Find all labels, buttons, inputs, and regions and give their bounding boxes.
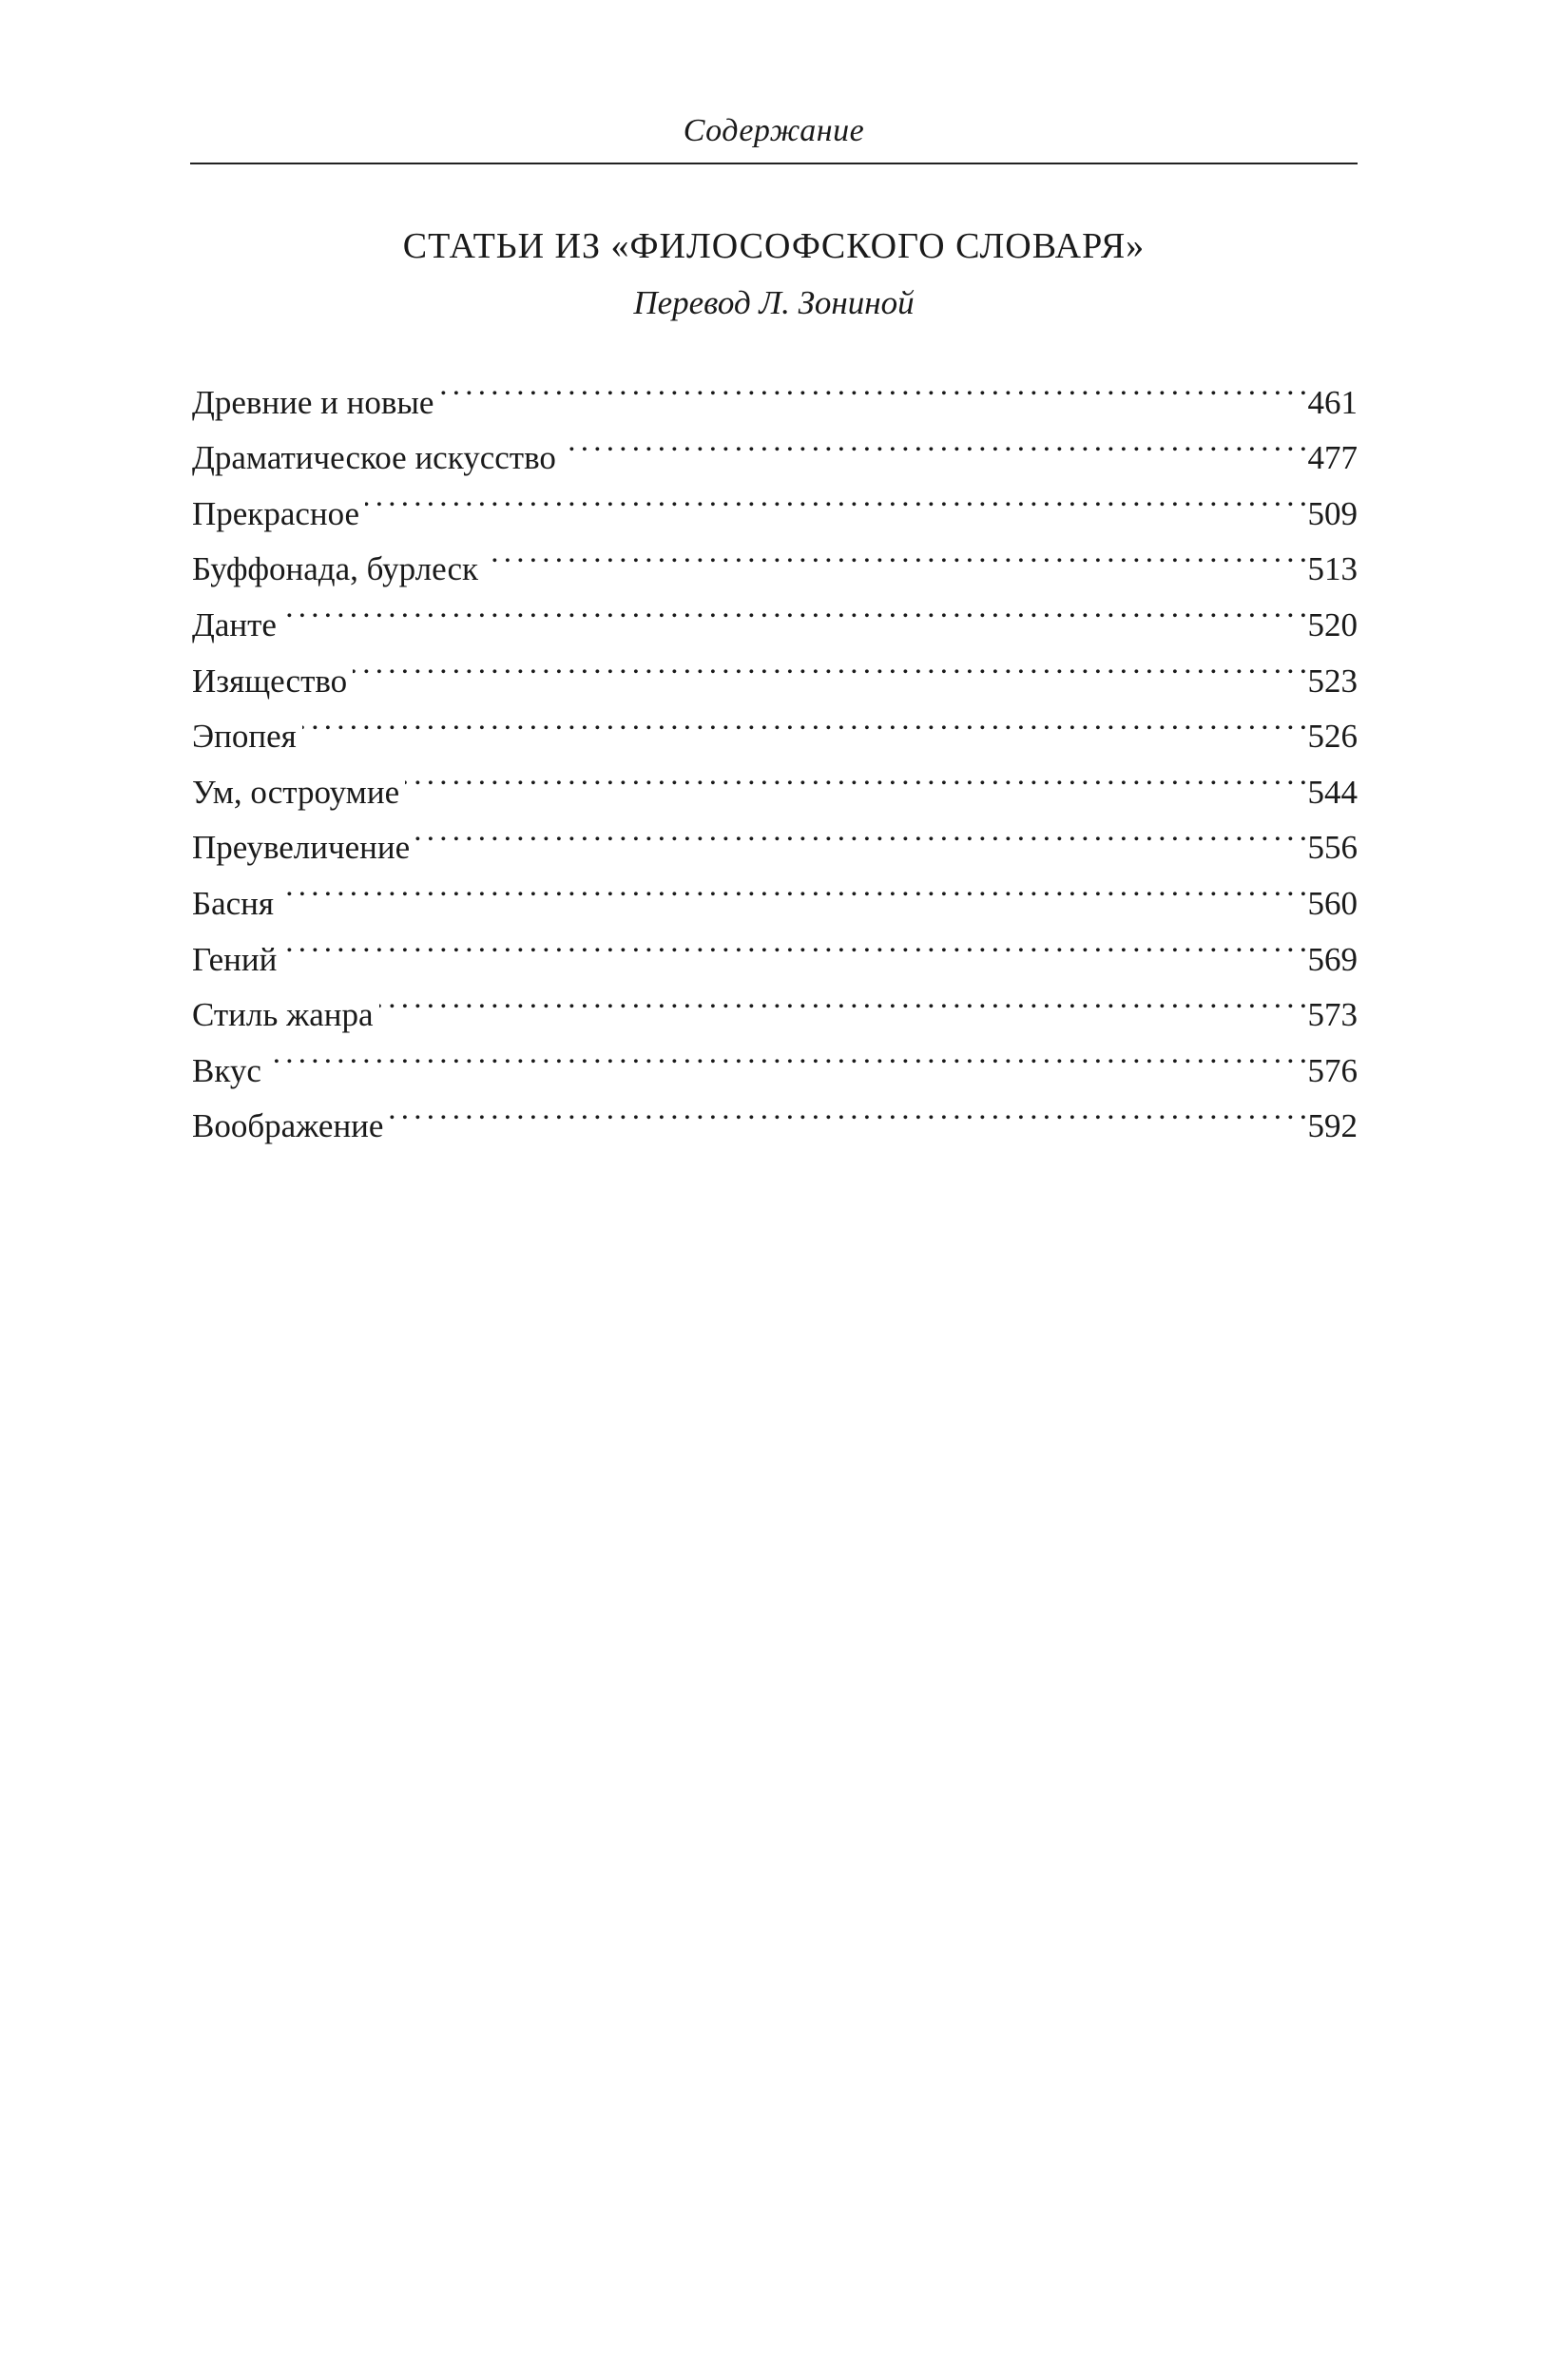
header-rule xyxy=(190,163,1358,164)
toc-entry-page: 461 xyxy=(1307,383,1358,421)
toc-entry-title: Изящество xyxy=(192,662,348,700)
section-title: СТАТЬИ ИЗ «ФИЛОСОФСКОГО СЛОВАРЯ» xyxy=(402,226,1146,266)
dot-leader xyxy=(405,747,1305,803)
toc-entry-page: 592 xyxy=(1307,1107,1358,1145)
toc-entry-title: Стиль жанра xyxy=(192,996,374,1034)
toc-entry-title: Данте xyxy=(192,605,277,643)
toc-entry[interactable] xyxy=(192,1026,1358,1089)
toc-entry-page: 520 xyxy=(1307,605,1358,643)
toc-entry[interactable] xyxy=(192,747,1358,811)
toc-entry-page: 477 xyxy=(1307,439,1358,477)
toc-entry-page: 544 xyxy=(1307,773,1358,811)
toc-entry-page: 509 xyxy=(1307,494,1358,532)
toc-entry-title: Буффонада, бурлеск xyxy=(192,550,479,588)
toc-entry-title: Ум, остроумие xyxy=(192,773,400,811)
dot-leader xyxy=(302,692,1306,748)
toc-entry[interactable] xyxy=(192,692,1358,756)
dot-leader xyxy=(379,970,1306,1027)
toc-entry-title: Басня xyxy=(192,884,274,922)
toc-entry[interactable] xyxy=(192,525,1358,588)
toc-entry-page: 556 xyxy=(1307,829,1358,867)
dot-leader xyxy=(389,1082,1305,1138)
toc-entry[interactable] xyxy=(192,580,1358,643)
toc-entry-title: Гений xyxy=(192,940,278,978)
dot-leader xyxy=(282,914,1305,970)
toc-entry-title: Драматическое искусство xyxy=(192,439,556,477)
dot-leader xyxy=(353,636,1305,692)
dot-leader xyxy=(562,413,1306,470)
toc-entry-title: Древние и новые xyxy=(192,383,434,421)
table-of-contents xyxy=(192,357,1358,1145)
toc-entry-page: 573 xyxy=(1307,996,1358,1034)
dot-leader xyxy=(415,803,1305,859)
section-subtitle: Перевод Л. Зониной xyxy=(633,284,915,321)
toc-entry[interactable] xyxy=(192,1082,1358,1145)
toc-entry-title: Прекрасное xyxy=(192,494,360,532)
toc-entry[interactable] xyxy=(192,469,1358,532)
toc-entry-title: Преувеличение xyxy=(192,829,411,867)
toc-entry[interactable] xyxy=(192,636,1358,700)
toc-entry[interactable] xyxy=(192,357,1358,421)
toc-entry-page: 523 xyxy=(1307,662,1358,700)
dot-leader xyxy=(267,1026,1306,1082)
dot-leader xyxy=(282,580,1306,636)
toc-entry-title: Эпопея xyxy=(192,718,297,756)
toc-entry-title: Воображение xyxy=(192,1107,384,1145)
toc-entry[interactable] xyxy=(192,914,1358,978)
toc-entry-page: 526 xyxy=(1307,718,1358,756)
toc-entry[interactable] xyxy=(192,858,1358,922)
dot-leader xyxy=(439,357,1305,413)
dot-leader xyxy=(484,525,1305,581)
toc-entry-page: 560 xyxy=(1307,884,1358,922)
dot-leader xyxy=(279,858,1306,914)
toc-entry[interactable] xyxy=(192,970,1358,1034)
running-head: Содержание xyxy=(683,113,865,148)
toc-entry-page: 576 xyxy=(1307,1051,1358,1089)
toc-entry-title: Вкус xyxy=(192,1051,261,1089)
toc-entry-page: 513 xyxy=(1307,550,1358,588)
dot-leader xyxy=(365,469,1305,525)
toc-entry-page: 569 xyxy=(1307,940,1358,978)
